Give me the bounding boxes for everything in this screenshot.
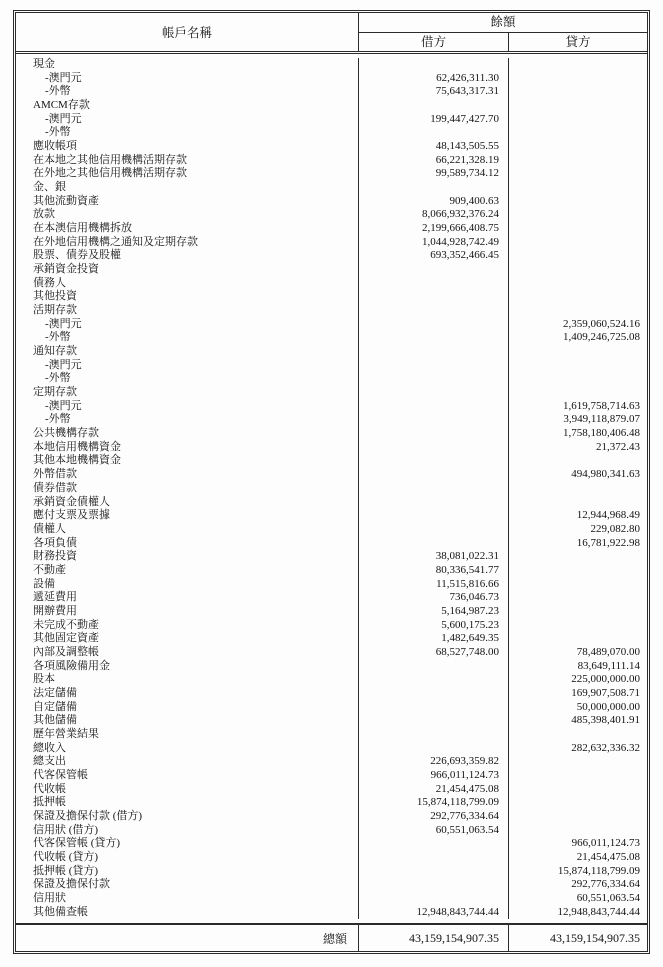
debit-value: 5,600,175.23: [358, 619, 509, 633]
table-row: [16, 236, 647, 250]
debit-value: [358, 837, 509, 851]
credit-value: [509, 222, 647, 236]
table-row: [16, 578, 647, 592]
credit-value: [509, 386, 647, 400]
debit-value: [358, 482, 509, 496]
account-name: 在本地之其他信用機構活期存款: [33, 153, 187, 166]
account-name: -澳門元: [45, 317, 82, 330]
credit-value: 169,907,508.71: [571, 686, 640, 699]
account-name: 保證及擔保付款: [33, 878, 110, 891]
table-row: [16, 564, 647, 578]
account-name: 股票、債券及股權: [33, 249, 121, 262]
table-row: [16, 195, 647, 209]
account-name: -外幣: [45, 85, 71, 98]
credit-value: 282,632,336.32: [571, 741, 640, 754]
account-name: 遞延費用: [33, 591, 77, 604]
credit-value: 1,619,758,714.63: [563, 399, 640, 412]
account-name: 承銷資金投資: [33, 263, 99, 276]
table-row: [16, 318, 647, 332]
debit-value: [358, 537, 509, 551]
account-name: -澳門元: [45, 71, 82, 84]
table-row: [16, 277, 647, 291]
credit-value: 21,372.43: [596, 440, 640, 453]
table-row: [16, 865, 647, 879]
credit-value: [509, 208, 647, 222]
account-name: 債務人: [33, 276, 66, 289]
table-row: [16, 372, 647, 386]
account-name: 其他投資: [33, 290, 77, 303]
debit-value: [358, 304, 509, 318]
account-name: 在本澳信用機構拆放: [33, 222, 132, 235]
debit-value: 60,551,063.54: [358, 824, 509, 838]
credit-value: [509, 72, 647, 86]
debit-value: [358, 441, 509, 455]
account-name: 外幣借款: [33, 468, 77, 481]
debit-value: [358, 263, 509, 277]
credit-value: [509, 236, 647, 250]
credit-value: 83,649,111.14: [577, 659, 640, 672]
account-name: -外幣: [45, 331, 71, 344]
table-row: [16, 126, 647, 140]
credit-value: 2,359,060,524.16: [563, 317, 640, 330]
account-name: 各項風險備用金: [33, 659, 110, 672]
debit-value: 12,948,843,744.44: [358, 906, 509, 920]
debit-value: [358, 277, 509, 291]
debit-value: [358, 318, 509, 332]
account-name: 本地信用機構資金: [33, 440, 121, 453]
debit-value: [358, 701, 509, 715]
account-name: 應收帳項: [33, 140, 77, 153]
debit-value: [358, 878, 509, 892]
table-row: [16, 796, 647, 810]
credit-value: [509, 126, 647, 140]
credit-value: [509, 605, 647, 619]
debit-value: [358, 345, 509, 359]
credit-value: [509, 632, 647, 646]
table-row: [16, 359, 647, 373]
account-name: 債券借款: [33, 481, 77, 494]
debit-value: [358, 742, 509, 756]
debit-value: [358, 728, 509, 742]
account-name: 抵押帳 (貸方): [33, 864, 99, 877]
account-name: 信用狀 (借方): [33, 823, 99, 836]
table-row: [16, 906, 647, 920]
account-name: 信用狀: [33, 891, 66, 904]
credit-value: 15,874,118,799.09: [557, 864, 640, 877]
account-name: 活期存款: [33, 304, 77, 317]
table-row: [16, 290, 647, 304]
credit-value: [509, 454, 647, 468]
table-row: [16, 208, 647, 222]
account-name: 自定儲備: [33, 700, 77, 713]
balance-subheader-row: [359, 33, 647, 51]
account-name: 歷年營業結果: [33, 727, 99, 740]
balance-header-group: [359, 13, 647, 51]
table-row: [16, 728, 647, 742]
credit-value: 21,454,475.08: [576, 850, 640, 863]
table-row: [16, 441, 647, 455]
credit-value: [509, 359, 647, 373]
table-row: [16, 113, 647, 127]
debit-value: 909,400.63: [358, 195, 509, 209]
table-row: [16, 537, 647, 551]
debit-value: 2,199,666,408.75: [358, 222, 509, 236]
credit-value: [509, 304, 647, 318]
account-name: 代客保管帳 (貸方): [33, 837, 121, 850]
table-row: [16, 701, 647, 715]
account-name: 在外地之其他信用機構活期存款: [33, 167, 187, 180]
debit-value: [358, 99, 509, 113]
debit-value: 693,352,466.45: [358, 249, 509, 263]
account-name: 公共機構存款: [33, 427, 99, 440]
credit-value: [509, 58, 647, 72]
credit-value: [509, 728, 647, 742]
table-row: [16, 496, 647, 510]
credit-value: [509, 755, 647, 769]
table-row: [16, 851, 647, 865]
credit-value: [509, 564, 647, 578]
table-row: [16, 72, 647, 86]
debit-value: [358, 509, 509, 523]
debit-value: [358, 386, 509, 400]
table-row: [16, 837, 647, 851]
table-row: [16, 249, 647, 263]
credit-value: 12,944,968.49: [576, 509, 640, 522]
table-row: [16, 742, 647, 756]
credit-value: [509, 796, 647, 810]
debit-value: [358, 454, 509, 468]
debit-value: [358, 58, 509, 72]
debit-value: 199,447,427.70: [358, 113, 509, 127]
account-name: 各項負債: [33, 536, 77, 549]
credit-value: 292,776,334.64: [571, 878, 640, 891]
credit-value: 494,980,341.63: [571, 468, 640, 481]
table-row: [16, 413, 647, 427]
table-row: [16, 454, 647, 468]
account-name: 定期存款: [33, 386, 77, 399]
debit-value: [358, 290, 509, 304]
trial-balance-table: [13, 10, 650, 954]
account-name: 其他備查帳: [33, 905, 88, 918]
debit-column-header: 借方: [359, 33, 509, 51]
credit-value: [509, 249, 647, 263]
table-row: [16, 427, 647, 441]
debit-value: [358, 865, 509, 879]
debit-value: 48,143,505.55: [358, 140, 509, 154]
debit-value: 966,011,124.73: [358, 769, 509, 783]
table-row: [16, 660, 647, 674]
credit-value: [509, 578, 647, 592]
account-name: 承銷資金債權人: [33, 495, 110, 508]
credit-value: 225,000,000.00: [571, 673, 640, 686]
credit-value: [509, 372, 647, 386]
account-name: 應付支票及票據: [33, 509, 110, 522]
debit-value: 80,336,541.77: [358, 564, 509, 578]
debit-value: 1,044,928,742.49: [358, 236, 509, 250]
table-row: [16, 810, 647, 824]
debit-value: [358, 331, 509, 345]
credit-value: 60,551,063.54: [576, 891, 640, 904]
account-name: -澳門元: [45, 399, 82, 412]
table-row: [16, 181, 647, 195]
credit-value: [509, 277, 647, 291]
credit-value: 1,758,180,406.48: [563, 427, 640, 440]
credit-value: [509, 824, 647, 838]
account-name: 代客保管帳: [33, 768, 88, 781]
debit-value: 21,454,475.08: [358, 783, 509, 797]
table-row: [16, 345, 647, 359]
debit-value: [358, 892, 509, 906]
table-row: [16, 482, 647, 496]
table-row: [16, 550, 647, 564]
table-row: [16, 646, 647, 660]
account-name: 股本: [33, 673, 55, 686]
debit-value: 75,643,317.31: [358, 85, 509, 99]
credit-value: [509, 345, 647, 359]
debit-value: [358, 673, 509, 687]
table-row: [16, 331, 647, 345]
debit-value: [358, 851, 509, 865]
account-name: 設備: [33, 577, 55, 590]
account-name: -澳門元: [45, 358, 82, 371]
table-row: [16, 619, 647, 633]
table-row: [16, 154, 647, 168]
table-row: [16, 591, 647, 605]
account-name: 財務投資: [33, 550, 77, 563]
account-name: 保證及擔保付款 (借方): [33, 809, 143, 822]
credit-value: [509, 154, 647, 168]
total-debit-value: 43,159,154,907.35: [358, 925, 509, 951]
account-name: 不動產: [33, 563, 66, 576]
credit-value: [509, 85, 647, 99]
table-row: [16, 632, 647, 646]
account-name: 其他本地機構資金: [33, 454, 121, 467]
account-name: 抵押帳: [33, 796, 66, 809]
credit-value: [509, 550, 647, 564]
credit-value: [509, 482, 647, 496]
debit-value: [358, 523, 509, 537]
total-credit-value: 43,159,154,907.35: [550, 930, 640, 945]
table-row: [16, 769, 647, 783]
account-name: 現金: [33, 58, 55, 70]
account-name: 代收帳 (貸方): [33, 850, 99, 863]
credit-value: 78,489,070.00: [576, 645, 640, 658]
debit-value: 8,066,932,376.24: [358, 208, 509, 222]
table-row: [16, 167, 647, 181]
balance-group-header: 餘額: [359, 13, 647, 33]
account-name: -外幣: [45, 126, 71, 139]
account-name: 內部及調整帳: [33, 645, 99, 658]
debit-value: 5,164,987.23: [358, 605, 509, 619]
table-row: [16, 714, 647, 728]
table-row: [16, 509, 647, 523]
table-row: [16, 687, 647, 701]
debit-value: 1,482,649.35: [358, 632, 509, 646]
debit-value: 38,081,022.31: [358, 550, 509, 564]
table-row: [16, 99, 647, 113]
account-name: AMCM存款: [33, 99, 90, 112]
account-name: 總收入: [33, 741, 66, 754]
table-row: [16, 140, 647, 154]
table-row: [16, 468, 647, 482]
table-row: [16, 304, 647, 318]
debit-value: 66,221,328.19: [358, 154, 509, 168]
account-name: 債權人: [33, 522, 66, 535]
credit-value: [509, 263, 647, 277]
total-label: 總額: [322, 931, 347, 946]
table-row: [16, 783, 647, 797]
account-name: 通知存款: [33, 345, 77, 358]
debit-value: [358, 687, 509, 701]
debit-value: [358, 413, 509, 427]
debit-value: 736,046.73: [358, 591, 509, 605]
table-row: [16, 605, 647, 619]
credit-value: [509, 181, 647, 195]
credit-value: 229,082.80: [590, 522, 640, 535]
account-name: 其他固定資產: [33, 632, 99, 645]
credit-value: 485,398,401.91: [571, 714, 640, 727]
debit-value: [358, 496, 509, 510]
account-name: 未完成不動產: [33, 618, 99, 631]
table-row: [16, 824, 647, 838]
debit-value: 68,527,748.00: [358, 646, 509, 660]
credit-value: 3,949,118,879.07: [563, 413, 640, 426]
debit-value: 62,426,311.30: [358, 72, 509, 86]
credit-value: [509, 496, 647, 510]
credit-value: [509, 140, 647, 154]
table-row: [16, 523, 647, 537]
credit-value: 16,781,922.98: [576, 536, 640, 549]
credit-value: 1,409,246,725.08: [563, 331, 640, 344]
debit-value: [358, 126, 509, 140]
table-row: [16, 386, 647, 400]
debit-value: 15,874,118,799.09: [358, 796, 509, 810]
debit-value: [358, 660, 509, 674]
table-row: [16, 85, 647, 99]
credit-value: [509, 99, 647, 113]
table-footer-row: [16, 923, 647, 951]
credit-value: 966,011,124.73: [571, 837, 640, 850]
debit-value: [358, 372, 509, 386]
table-body: [16, 54, 647, 923]
account-name: -外幣: [45, 372, 71, 385]
account-name: 放款: [33, 208, 55, 221]
debit-value: [358, 359, 509, 373]
debit-value: [358, 181, 509, 195]
debit-value: 226,693,359.82: [358, 755, 509, 769]
debit-value: [358, 400, 509, 414]
account-name: 其他儲備: [33, 714, 77, 727]
account-name: 法定儲備: [33, 686, 77, 699]
table-row: [16, 892, 647, 906]
account-name: 在外地信用機構之通知及定期存款: [33, 235, 198, 248]
credit-value: [509, 195, 647, 209]
account-name-column-header: 帳戶名稱: [16, 13, 359, 51]
table-row: [16, 263, 647, 277]
table-header: [16, 13, 647, 54]
debit-value: 11,515,816.66: [358, 578, 509, 592]
table-row: [16, 878, 647, 892]
credit-value: 12,948,843,744.44: [557, 905, 640, 918]
credit-value: [509, 591, 647, 605]
credit-value: [509, 769, 647, 783]
credit-value: [509, 619, 647, 633]
debit-value: 292,776,334.64: [358, 810, 509, 824]
account-name: 其他流動資產: [33, 194, 99, 207]
table-row: [16, 58, 647, 72]
account-name: 代收帳: [33, 782, 66, 795]
account-name: -外幣: [45, 413, 71, 426]
table-row: [16, 400, 647, 414]
credit-value: [509, 167, 647, 181]
account-name: 金、銀: [33, 181, 66, 194]
debit-value: [358, 468, 509, 482]
credit-value: [509, 290, 647, 304]
credit-value: [509, 113, 647, 127]
credit-value: [509, 810, 647, 824]
account-name: 總支出: [33, 755, 66, 768]
account-name: -澳門元: [45, 112, 82, 125]
debit-value: 99,589,734.12: [358, 167, 509, 181]
table-row: [16, 755, 647, 769]
table-row: [16, 673, 647, 687]
credit-value: [509, 783, 647, 797]
credit-column-header: 貸方: [565, 35, 591, 49]
credit-value: 50,000,000.00: [576, 700, 640, 713]
debit-value: [358, 714, 509, 728]
account-name: 開辦費用: [33, 604, 77, 617]
debit-value: [358, 427, 509, 441]
table-row: [16, 222, 647, 236]
